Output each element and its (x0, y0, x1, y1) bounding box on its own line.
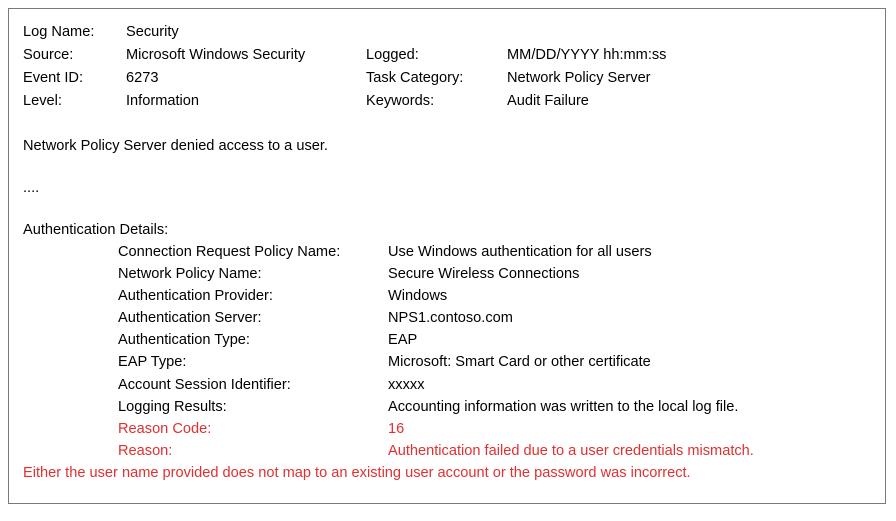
header-label-empty-1 (366, 21, 507, 44)
error-note-text: Either the user name provided does not map to an existing user account or the password was incorrect. (23, 464, 691, 481)
header-value-log-name: Security (126, 24, 179, 40)
indent-spacer (23, 396, 118, 418)
indent-spacer (23, 418, 118, 440)
header-value-level: Information (126, 93, 200, 109)
detail-value-network-policy-name: Secure Wireless Connections (388, 266, 580, 283)
indent-spacer (23, 351, 118, 373)
spacer-after-header (23, 113, 871, 135)
detail-key-reason-code: Reason Code: (118, 420, 212, 437)
indent-spacer (23, 285, 118, 307)
header-value-keywords: Audit Failure (507, 93, 589, 109)
event-ellipsis: .... (23, 180, 40, 196)
detail-value-connection-request-policy-name: Use Windows authentication for all users (388, 244, 652, 260)
detail-key-reason: Reason: (118, 442, 173, 459)
indent-spacer (23, 440, 118, 462)
detail-key-eap-type: EAP Type: (118, 354, 187, 371)
indent-spacer (23, 374, 118, 396)
header-value-event-id: 6273 (126, 70, 159, 86)
header-value-task-category: Network Policy Server (507, 70, 651, 86)
event-detail-panel (8, 8, 886, 504)
detail-value-authentication-server: NPS1.contoso.com (388, 310, 513, 327)
header-value-source: Microsoft Windows Security (126, 47, 306, 63)
spacer-after-summary (23, 157, 871, 177)
detail-value-reason: Authentication failed due to a user credentials mismatch. (388, 442, 754, 459)
header-label-log-name: Log Name: (23, 24, 95, 40)
detail-key-logging-results: Logging Results: (118, 398, 227, 415)
header-label-source: Source: (23, 47, 74, 63)
header-label-level: Level: (23, 93, 62, 109)
indent-spacer (23, 263, 118, 285)
event-summary-text: Network Policy Server denied access to a user. (23, 138, 328, 154)
indent-spacer (23, 241, 118, 263)
event-header-table (23, 21, 871, 113)
detail-value-authentication-provider: Windows (388, 288, 448, 305)
detail-key-account-session-identifier: Account Session Identifier: (118, 376, 291, 393)
authentication-details-table (23, 241, 871, 462)
detail-key-authentication-server: Authentication Server: (118, 310, 262, 327)
header-label-logged: Logged: (366, 47, 419, 63)
header-label-event-id: Event ID: (23, 70, 84, 86)
indent-spacer (23, 329, 118, 351)
detail-key-authentication-type: Authentication Type: (118, 332, 250, 349)
header-label-keywords: Keywords: (366, 93, 435, 109)
authentication-details-heading: Authentication Details: (23, 222, 169, 238)
detail-key-network-policy-name: Network Policy Name: (118, 266, 262, 283)
detail-value-authentication-type: EAP (388, 332, 418, 349)
detail-value-reason-code: 16 (388, 420, 405, 437)
detail-value-account-session-identifier: xxxxx (388, 376, 425, 393)
event-body (23, 21, 871, 484)
indent-spacer (23, 307, 118, 329)
detail-value-eap-type: Microsoft: Smart Card or other certificate (388, 354, 651, 371)
spacer-after-ellipsis (23, 199, 871, 219)
header-label-task-category: Task Category: (366, 70, 464, 86)
detail-key-connection-request-policy-name: Connection Request Policy Name: (118, 244, 341, 260)
header-value-empty-1 (507, 21, 871, 44)
detail-value-logging-results: Accounting information was written to the local log file. (388, 398, 739, 415)
header-value-logged: MM/DD/YYYY hh:mm:ss (507, 47, 667, 63)
detail-key-authentication-provider: Authentication Provider: (118, 288, 273, 305)
